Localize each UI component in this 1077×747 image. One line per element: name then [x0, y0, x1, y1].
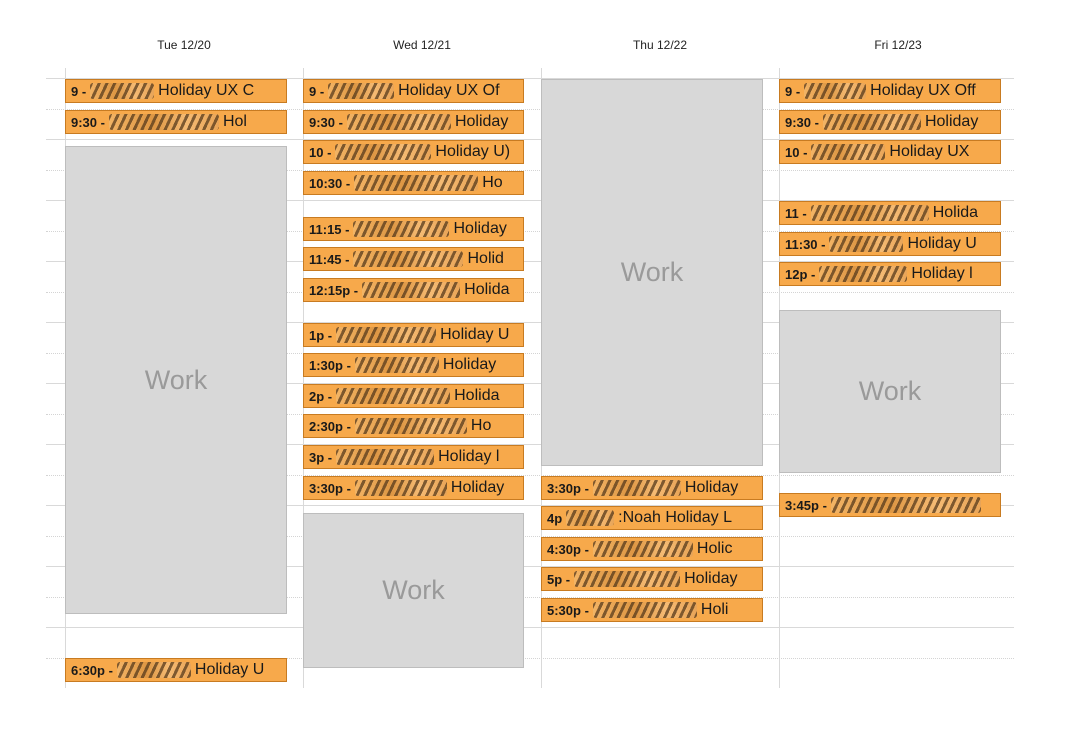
event-time: 3:30p -: [309, 480, 351, 496]
event-wed-3p[interactable]: [303, 445, 524, 469]
event-time: 10 -: [785, 144, 808, 160]
event-time: 12:15p -: [309, 282, 359, 298]
event-tue-930[interactable]: [65, 110, 287, 134]
event-wed-1030[interactable]: [303, 171, 524, 195]
event-wed-1215p[interactable]: [303, 278, 524, 302]
redacted-region: [362, 282, 460, 298]
event-time: 9:30 -: [785, 114, 819, 130]
event-time: 3:30p -: [547, 480, 589, 496]
event-title: Holida: [464, 281, 510, 298]
event-title: Holiday l: [911, 265, 973, 282]
event-time: 5p -: [547, 571, 571, 587]
event-wed-330p[interactable]: [303, 476, 524, 500]
grid-line: [46, 627, 1014, 628]
event-tue-9[interactable]: [65, 79, 287, 103]
redacted-region: [336, 449, 434, 465]
redacted-region: [804, 83, 866, 99]
event-time: 5:30p -: [547, 602, 589, 618]
event-title: Holiday: [684, 479, 739, 496]
event-fri-1130[interactable]: [779, 232, 1001, 256]
day-header-tue[interactable]: Tue 12/20: [157, 38, 211, 52]
work-label: Work: [382, 575, 445, 605]
event-fri-930[interactable]: [779, 110, 1001, 134]
event-time: 9 -: [309, 83, 325, 99]
event-title: Holiday UX: [889, 143, 970, 160]
day-header-wed[interactable]: Wed 12/21: [393, 38, 451, 52]
day-header-fri[interactable]: Fri 12/23: [874, 38, 922, 52]
event-time: 9 -: [71, 83, 87, 99]
work-label: Work: [858, 376, 922, 406]
redacted-region: [574, 571, 680, 587]
redacted-region: [336, 388, 450, 404]
event-wed-1p[interactable]: [303, 323, 524, 347]
event-time: 9:30 -: [71, 114, 105, 130]
redacted-region: [335, 144, 431, 160]
redacted-region: [829, 236, 903, 252]
event-fri-9[interactable]: [779, 79, 1001, 103]
event-time: 11 -: [785, 205, 807, 221]
event-thu-430p[interactable]: [541, 537, 763, 561]
event-title: :Noah Holiday L: [618, 509, 733, 526]
event-fri-10[interactable]: [779, 140, 1001, 164]
event-time: 4p: [547, 510, 563, 526]
redacted-region: [831, 497, 981, 513]
redacted-region: [823, 114, 921, 130]
event-thu-530p[interactable]: [541, 598, 763, 622]
redacted-region: [353, 221, 449, 237]
event-title: Holiday UX Off: [870, 82, 976, 99]
event-wed-1115[interactable]: [303, 217, 524, 241]
event-thu-330p[interactable]: [541, 476, 763, 500]
event-title: Holiday: [442, 356, 497, 373]
event-time: 11:15 -: [309, 221, 350, 237]
event-time: 6:30p -: [71, 662, 113, 678]
event-title: Holiday: [450, 479, 505, 496]
event-title: Holiday: [454, 113, 509, 130]
event-time: 12p -: [785, 266, 816, 282]
event-title: Holiday U: [194, 661, 265, 678]
redacted-region: [593, 602, 697, 618]
event-time: 3:45p -: [785, 497, 827, 513]
event-time: 1:30p -: [309, 357, 351, 373]
redacted-region: [328, 83, 394, 99]
event-wed-2p[interactable]: [303, 384, 524, 408]
day-header-thu[interactable]: Thu 12/22: [632, 38, 688, 52]
event-title: Holida: [932, 204, 979, 221]
event-time: 3p -: [309, 449, 333, 465]
event-title: Hol: [222, 113, 247, 130]
event-time: 11:45 -: [309, 251, 350, 267]
redacted-region: [355, 418, 467, 434]
event-wed-130p[interactable]: [303, 353, 524, 377]
event-wed-1145[interactable]: [303, 247, 524, 271]
event-wed-9[interactable]: [303, 79, 524, 103]
event-time: 10 -: [309, 144, 332, 160]
event-thu-4p[interactable]: [541, 506, 763, 530]
redacted-region: [354, 175, 478, 191]
event-fri-11[interactable]: [779, 201, 1001, 225]
event-title: Ho: [482, 174, 503, 191]
event-title: Holiday U): [435, 143, 511, 160]
event-time: 2:30p -: [309, 418, 351, 434]
event-fri-12p[interactable]: [779, 262, 1001, 286]
work-block-wed[interactable]: [303, 513, 524, 668]
redacted-region: [353, 251, 463, 267]
event-title: Ho: [470, 417, 492, 434]
event-time: 10:30 -: [309, 175, 351, 191]
event-time: 11:30 -: [785, 236, 826, 252]
event-title: Holic: [696, 540, 733, 557]
redacted-region: [109, 114, 219, 130]
event-title: Holiday UX Of: [398, 82, 500, 99]
work-block-thu[interactable]: [541, 79, 763, 466]
work-label: Work: [620, 257, 684, 287]
redacted-region: [593, 541, 693, 557]
event-tue-630p[interactable]: [65, 658, 287, 682]
redacted-region: [336, 327, 436, 343]
event-time: 9 -: [785, 83, 801, 99]
event-title: Holi: [700, 601, 729, 618]
redacted-region: [811, 205, 929, 221]
event-time: 4:30p -: [547, 541, 589, 557]
redacted-region: [355, 357, 439, 373]
work-block-fri[interactable]: [779, 310, 1001, 473]
event-title: Holiday: [453, 220, 507, 237]
redacted-region: [811, 144, 885, 160]
event-time: 1p -: [309, 327, 333, 343]
event-wed-10[interactable]: [303, 140, 524, 164]
event-title: Holida: [454, 387, 500, 404]
event-time: 2p -: [309, 388, 333, 404]
redacted-region: [593, 480, 681, 496]
event-title: Holiday U: [440, 326, 510, 343]
event-title: Holiday l: [438, 448, 500, 465]
event-wed-930[interactable]: [303, 110, 524, 134]
work-label: Work: [144, 364, 208, 395]
event-fri-345p[interactable]: [779, 493, 1001, 517]
event-thu-5p[interactable]: [541, 567, 763, 591]
event-title: Holiday U: [907, 235, 977, 252]
redacted-region: [347, 114, 451, 130]
event-wed-230p[interactable]: [303, 414, 524, 438]
redacted-region: [566, 510, 614, 526]
event-title: Holiday UX C: [158, 82, 255, 99]
redacted-region: [117, 662, 191, 678]
event-title: Holid: [467, 250, 504, 267]
event-title: Holiday: [924, 113, 979, 130]
work-block-tue[interactable]: [65, 146, 287, 614]
redacted-region: [90, 83, 154, 99]
redacted-region: [355, 480, 447, 496]
event-title: Holiday: [684, 570, 738, 587]
event-time: 9:30 -: [309, 114, 343, 130]
redacted-region: [819, 266, 907, 282]
